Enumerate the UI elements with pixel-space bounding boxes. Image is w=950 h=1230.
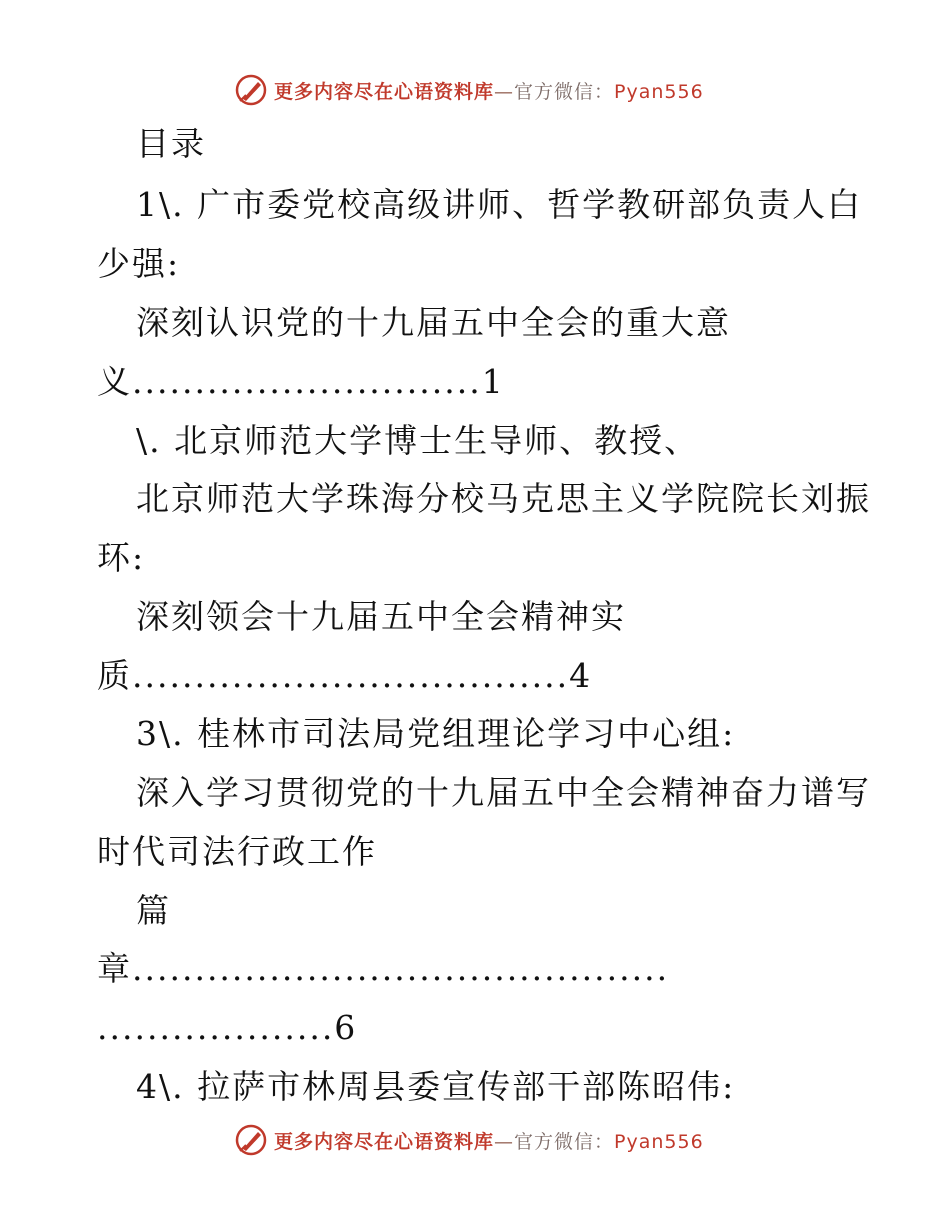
toc-line: 3\. 桂林市司法局党组理论学习中心组:: [136, 714, 736, 753]
toc-line: 时代司法行政工作: [97, 832, 377, 871]
toc-line: 少强:: [97, 244, 181, 283]
toc-line: 4\. 拉萨市林周县委宣传部干部陈昭伟:: [136, 1067, 736, 1106]
watermark-dash: —: [494, 80, 515, 103]
header-watermark: [234, 72, 704, 108]
toc-line: 深入学习贯彻党的十九届五中全会精神奋力谱写: [136, 773, 871, 812]
watermark-text: [274, 77, 704, 104]
toc-line: 篇: [136, 891, 171, 930]
watermark-brand: 更多内容尽在心语资料库: [274, 80, 495, 103]
toc-line: 深刻领会十九届五中全会精神实: [136, 597, 626, 636]
watermark-id: Pyan556: [614, 80, 704, 103]
toc-line: 章...........................................: [97, 949, 670, 988]
quill-logo-icon: [234, 73, 268, 107]
toc-line: 义............................1: [97, 362, 505, 401]
toc-line: ...................6: [97, 1008, 358, 1047]
watermark-brand: 更多内容尽在心语资料库: [274, 1130, 495, 1153]
toc-line: 1\. 广市委党校高级讲师、哲学教研部负责人白: [136, 185, 863, 224]
toc-line: 环:: [97, 538, 146, 577]
toc-title: 目录: [136, 124, 206, 163]
watermark-id: Pyan556: [614, 1130, 704, 1153]
footer-watermark: [234, 1122, 704, 1158]
watermark-official: 官方微信：: [514, 80, 615, 103]
watermark-official: 官方微信：: [514, 1130, 615, 1153]
toc-line: 深刻认识党的十九届五中全会的重大意: [136, 303, 731, 342]
watermark-dash: —: [494, 1130, 515, 1153]
quill-logo-icon: [234, 1123, 268, 1157]
toc-line: 北京师范大学珠海分校马克思主义学院院长刘振: [136, 479, 871, 518]
toc-line: 质...................................4: [97, 656, 593, 695]
toc-line: \. 北京师范大学博士生导师、教授、: [136, 421, 700, 460]
watermark-text: [274, 1127, 704, 1154]
